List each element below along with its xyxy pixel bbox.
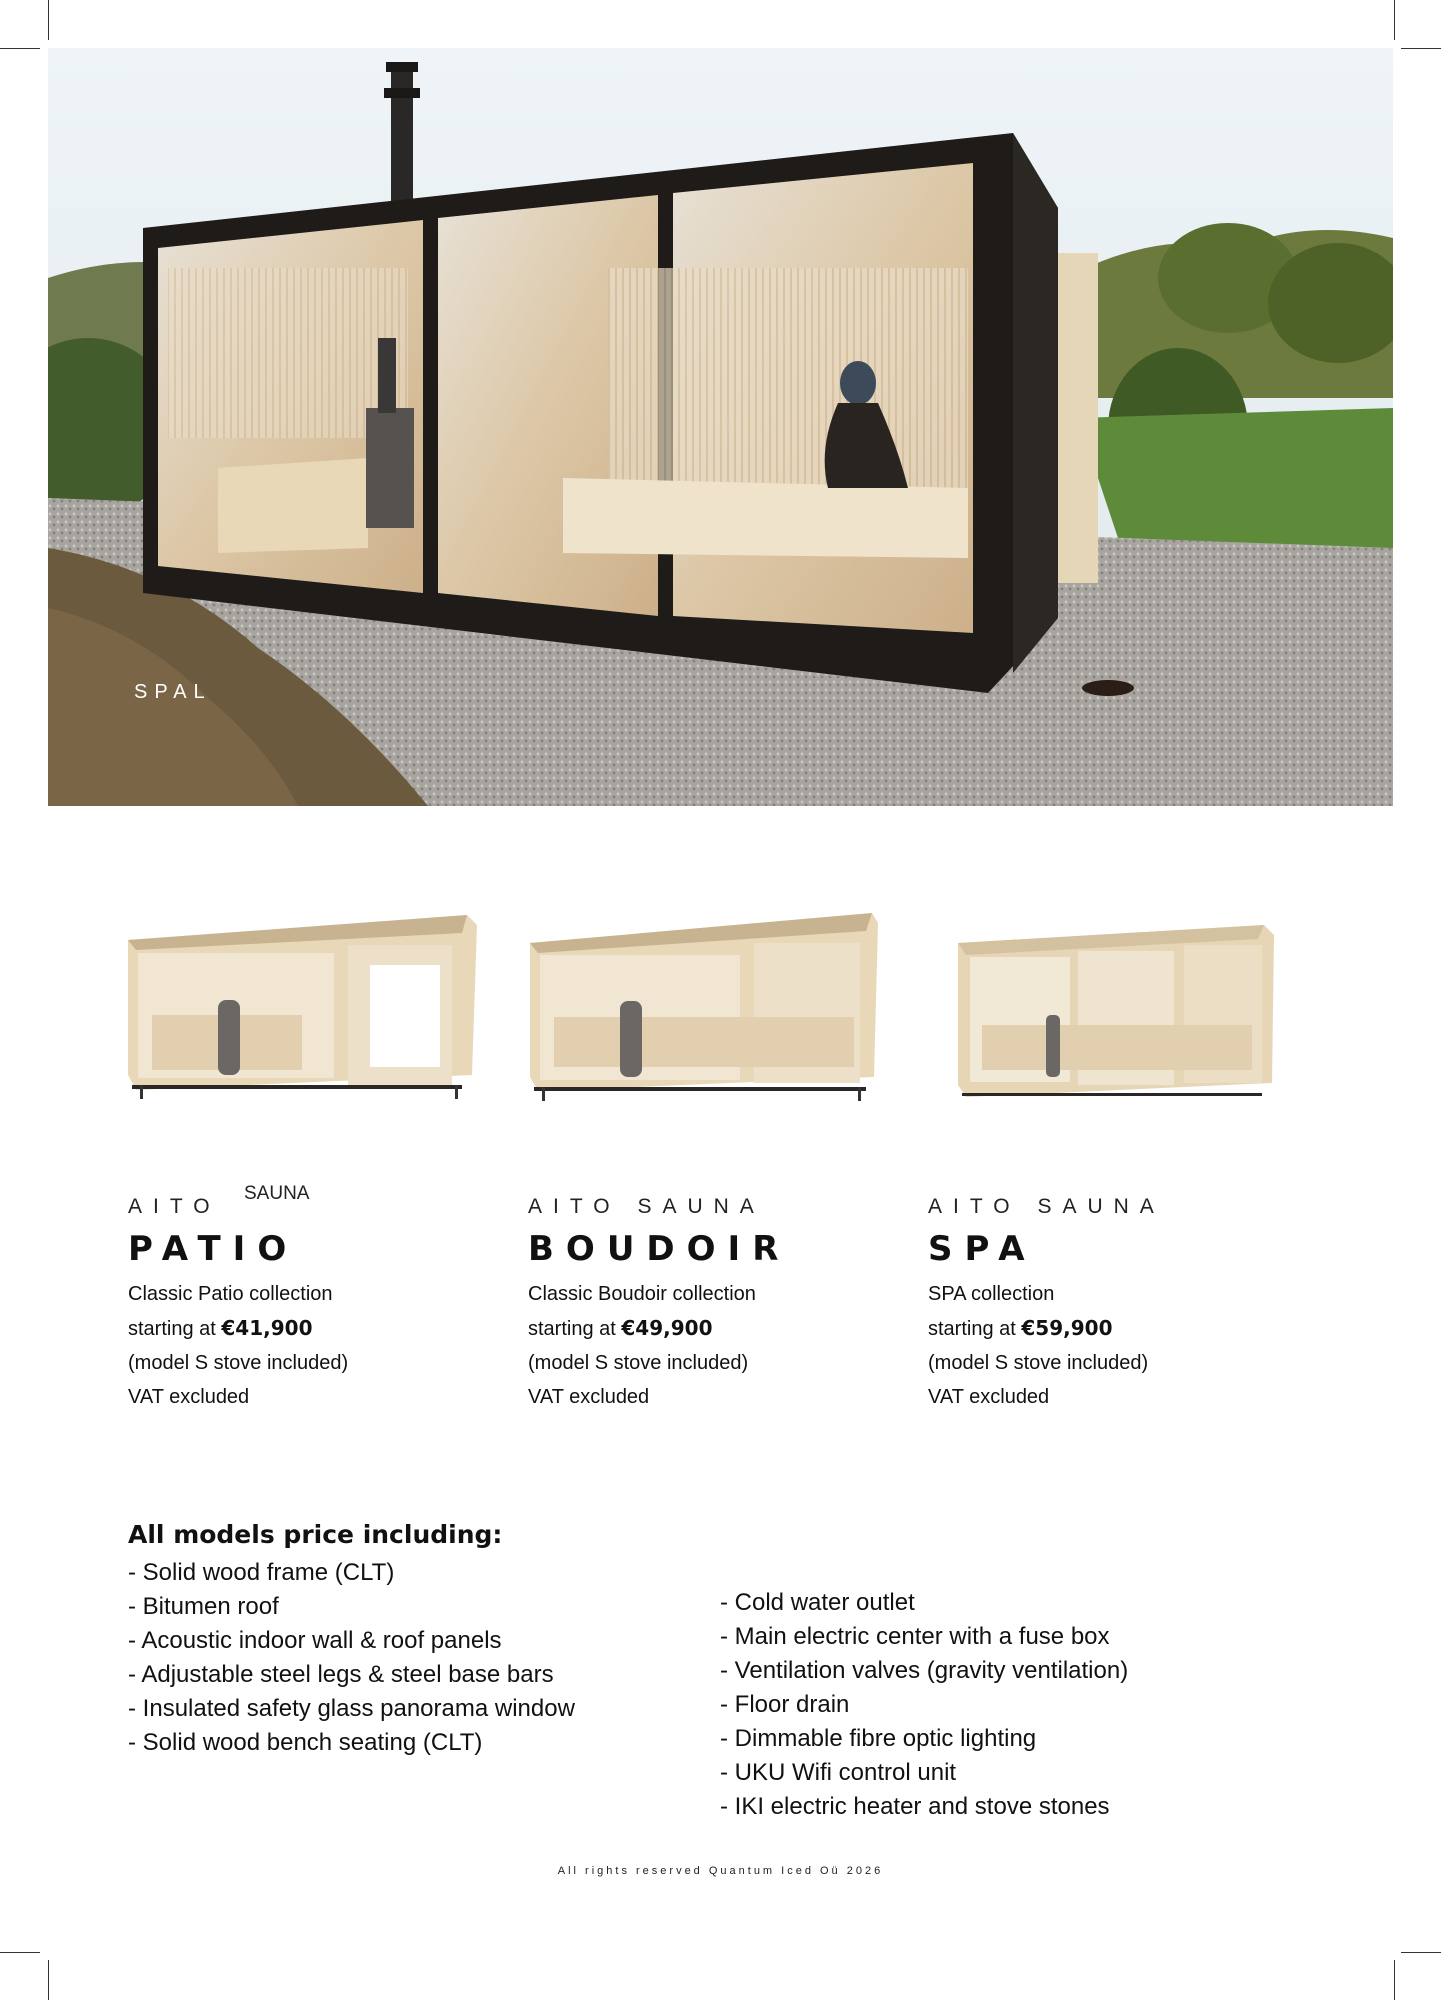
- price-line: [928, 1311, 1288, 1346]
- vat-note: VAT excluded: [128, 1386, 250, 1408]
- model-description: [528, 1277, 888, 1414]
- list-item: - Main electric center with a fuse box: [720, 1620, 1128, 1654]
- list-item: - Solid wood frame (CLT): [128, 1556, 575, 1590]
- collection-text: Classic Boudoir collection: [528, 1283, 756, 1305]
- crop-mark: [0, 48, 40, 49]
- list-item: - Bitumen roof: [128, 1590, 575, 1624]
- crop-mark: [1401, 48, 1441, 49]
- includes-title: All models price including:: [128, 1520, 503, 1549]
- model-card-boudoir: [528, 1195, 888, 1414]
- brand-label: [128, 1183, 488, 1223]
- brand-label: AITO SAUNA: [528, 1195, 765, 1218]
- price-value: €59,900: [1021, 1316, 1113, 1340]
- crop-mark: [1394, 0, 1395, 40]
- list-item: - Solid wood bench seating (CLT): [128, 1726, 575, 1760]
- price-prefix: starting at: [528, 1318, 616, 1340]
- hero-photo: [48, 48, 1393, 806]
- list-item: - IKI electric heater and stove stones: [720, 1790, 1128, 1824]
- footer-copyright: All rights reserved Quantum Iced Oü 2026: [557, 1865, 884, 1877]
- brand-raised-text: SAUNA: [244, 1183, 310, 1204]
- stove-note: (model S stove included): [928, 1352, 1149, 1374]
- list-item: - Acoustic indoor wall & roof panels: [128, 1624, 575, 1658]
- product-image-spa: [922, 905, 1278, 1145]
- list-item: - Dimmable fibre optic lighting: [720, 1722, 1128, 1756]
- collection-text: Classic Patio collection: [128, 1283, 333, 1305]
- product-image-patio: [122, 905, 478, 1145]
- list-item: - Adjustable steel legs & steel base bars: [128, 1658, 575, 1692]
- stove-note: (model S stove included): [528, 1352, 749, 1374]
- brand-label: AITO SAUNA: [928, 1195, 1165, 1218]
- price-prefix: starting at: [928, 1318, 1016, 1340]
- model-card-spa: [928, 1195, 1288, 1414]
- price-line: [128, 1311, 488, 1346]
- price-value: €49,900: [621, 1316, 713, 1340]
- crop-mark: [0, 1952, 40, 1953]
- hero-caption: SPAL: [134, 681, 212, 703]
- includes-list-right: [720, 1586, 1128, 1824]
- list-item: - Ventilation valves (gravity ventilation): [720, 1654, 1128, 1688]
- stove-note: (model S stove included): [128, 1352, 349, 1374]
- crop-mark: [48, 1960, 49, 2000]
- crop-mark: [1394, 1960, 1395, 2000]
- collection-text: SPA collection: [928, 1283, 1055, 1305]
- vat-note: VAT excluded: [928, 1386, 1050, 1408]
- model-name: BOUDOIR: [528, 1229, 791, 1269]
- list-item: - Cold water outlet: [720, 1586, 1128, 1620]
- price-prefix: starting at: [128, 1318, 216, 1340]
- price-value: €41,900: [221, 1316, 313, 1340]
- model-name: PATIO: [128, 1229, 299, 1269]
- model-description: [128, 1277, 488, 1414]
- model-card-patio: [128, 1183, 488, 1414]
- list-item: - Floor drain: [720, 1688, 1128, 1722]
- vat-note: VAT excluded: [528, 1386, 650, 1408]
- product-image-boudoir: [522, 905, 878, 1145]
- price-line: [528, 1311, 888, 1346]
- crop-mark: [1401, 1952, 1441, 1953]
- list-item: - UKU Wifi control unit: [720, 1756, 1128, 1790]
- model-description: [928, 1277, 1288, 1414]
- includes-list-left: [128, 1556, 575, 1760]
- model-name: SPA: [928, 1229, 1037, 1269]
- brand-text: AITO: [128, 1195, 221, 1218]
- list-item: - Insulated safety glass panorama window: [128, 1692, 575, 1726]
- crop-mark: [48, 0, 49, 40]
